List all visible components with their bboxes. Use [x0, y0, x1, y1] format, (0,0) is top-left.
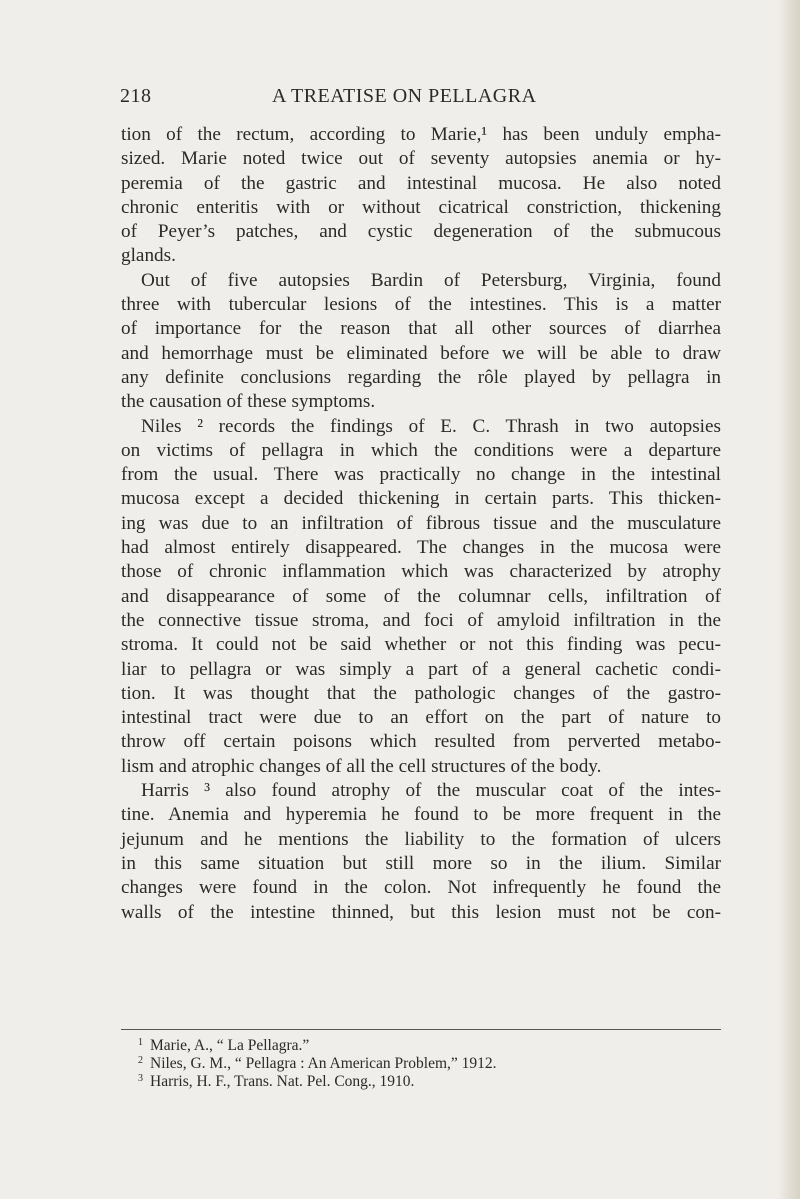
- footnote-text: Marie, A., “ La Pellagra.”: [150, 1037, 310, 1054]
- text-line: chronic enteritis with or without cicatrical constriction, thickening: [121, 196, 721, 218]
- text-line: walls of the intestine thinned, but this lesion must not be con-: [121, 901, 721, 923]
- footnote-marker: 2: [138, 1055, 143, 1067]
- text-line: liar to pellagra or was simply a part of a general cachetic condi-: [121, 658, 721, 680]
- text-line: tine. Anemia and hyperemia he found to be more frequent in the: [121, 804, 721, 826]
- text-line: from the usual. There was practically no change in the intestinal: [121, 464, 721, 486]
- footnote-divider: [121, 1029, 721, 1030]
- page-edge-shadow: [778, 0, 800, 1199]
- footnotes: [138, 1037, 718, 1092]
- text-line: ing was due to an infiltration of fibrous tissue and the musculature: [121, 512, 721, 534]
- text-line: lism and atrophic changes of all the cell structures of the body.: [121, 755, 602, 777]
- text-line: peremia of the gastric and intestinal mucosa. He also noted: [121, 172, 721, 194]
- text-line: of importance for the reason that all other sources of diarrhea: [121, 318, 721, 340]
- running-header: [120, 85, 720, 115]
- footnote-text: Harris, H. F., Trans. Nat. Pel. Cong., 1910.: [150, 1073, 415, 1091]
- text-line: Niles ² records the findings of E. C. Thrash in two autopsies: [141, 415, 721, 437]
- text-line: those of chronic inflammation which was characterized by atrophy: [121, 561, 721, 583]
- text-line: intestinal tract were due to an effort on the part of nature to: [121, 707, 721, 729]
- text-line: the connective tissue stroma, and foci of amyloid infiltration in the: [121, 609, 721, 631]
- text-line: and hemorrhage must be eliminated before we will be able to draw: [121, 342, 721, 364]
- text-line: sized. Marie noted twice out of seventy autopsies anemia or hy-: [121, 148, 721, 170]
- text-line: jejunum and he mentions the liability to the formation of ulcers: [121, 828, 721, 850]
- footnote-marker: 1: [138, 1037, 143, 1048]
- text-line: on victims of pellagra in which the conditions were a departure: [121, 439, 721, 461]
- text-line: in this same situation but still more so in the ilium. Similar: [121, 852, 721, 874]
- page-number: 218: [120, 85, 152, 107]
- text-line: of Peyer’s patches, and cystic degeneration of the submucous: [121, 221, 721, 243]
- text-line: tion. It was thought that the pathologic changes of the gastro-: [121, 682, 721, 704]
- body-text: [121, 123, 721, 925]
- footnote: [138, 1037, 718, 1055]
- text-line: mucosa except a decided thickening in certain parts. This thicken-: [121, 488, 721, 510]
- footnote-text: Niles, G. M., “ Pellagra : An American Problem,” 1912.: [150, 1055, 497, 1073]
- text-line: tion of the rectum, according to Marie,¹ has been unduly empha-: [121, 124, 721, 145]
- footnote-marker: 3: [138, 1073, 143, 1085]
- text-line: Out of five autopsies Bardin of Petersburg, Virginia, found: [141, 269, 721, 291]
- footnote: [138, 1073, 718, 1091]
- text-line: throw off certain poisons which resulted from perverted metabo-: [121, 731, 721, 753]
- text-line: three with tubercular lesions of the intestines. This is a matter: [121, 294, 721, 316]
- running-title: A TREATISE ON PELLAGRA: [272, 85, 537, 107]
- text-line: any definite conclusions regarding the rôle played by pellagra in: [121, 366, 721, 388]
- footnote: [138, 1055, 718, 1073]
- text-line: the causation of these symptoms.: [121, 391, 376, 413]
- text-line: had almost entirely disappeared. The changes in the mucosa were: [121, 537, 721, 559]
- text-line: and disappearance of some of the columnar cells, infiltration of: [121, 585, 721, 607]
- text-line: changes were found in the colon. Not infrequently he found the: [121, 877, 721, 899]
- text-line: glands.: [121, 245, 176, 267]
- text-line: Harris ³ also found atrophy of the muscular coat of the intes-: [141, 780, 721, 802]
- text-line: stroma. It could not be said whether or not this finding was pecu-: [121, 634, 721, 656]
